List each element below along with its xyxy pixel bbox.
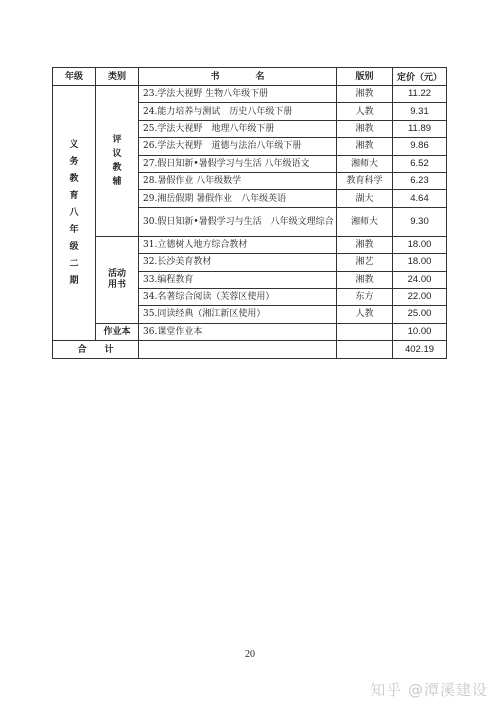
table-body (53, 86, 447, 359)
book-publisher: 湘艺 (337, 254, 393, 271)
book-title: 24.能力培养与测试 历史八年级下册 (143, 106, 293, 117)
book-publisher: 湘教 (337, 236, 393, 253)
total-price: 402.19 (393, 341, 447, 359)
watermark: 知乎 @潭溪建设 (370, 681, 488, 699)
book-publisher: 湘教 (337, 138, 393, 155)
table-row (53, 236, 447, 253)
book-title: 23.学法大视野 生物八年级下册 (143, 89, 269, 100)
grade-label: 义务教育八年级二期 (69, 139, 79, 286)
book-title-cell (139, 254, 337, 271)
category-label: 活动用书 (107, 268, 126, 290)
book-title-cell (139, 323, 337, 340)
total-empty-cell (337, 341, 393, 359)
book-title: 29.湘岳假期 暑假作业 八年级英语 (143, 193, 287, 204)
book-publisher: 教育科学 (337, 172, 393, 189)
book-title: 28.暑假作业 八年级数学 (143, 176, 242, 187)
header-publisher: 版别 (337, 68, 393, 86)
category-cell (96, 236, 139, 323)
book-publisher: 湘师大 (337, 207, 393, 236)
book-title-cell (139, 172, 337, 189)
category-label: 评议教辅 (112, 134, 122, 187)
book-title: 33.编程教育 (143, 274, 194, 285)
category-cell (96, 323, 139, 340)
book-title-cell (139, 120, 337, 137)
book-title: 36.课堂作业本 (143, 326, 203, 337)
book-list-table (52, 67, 447, 359)
table-header-row (53, 68, 447, 86)
book-price: 9.86 (393, 138, 447, 155)
book-publisher: 湘教 (337, 271, 393, 288)
book-publisher: 人教 (337, 103, 393, 120)
book-price: 11.89 (393, 120, 447, 137)
total-label: 合 计 (53, 341, 139, 359)
book-title-cell (139, 86, 337, 103)
header-category: 类别 (96, 68, 139, 86)
book-title-cell (139, 288, 337, 305)
book-price: 9.30 (393, 207, 447, 236)
category-label: 作业本 (103, 326, 131, 337)
book-price: 25.00 (393, 306, 447, 323)
book-price: 6.52 (393, 155, 447, 172)
table-row (53, 323, 447, 340)
header-price: 定价（元） (393, 68, 447, 86)
book-price: 11.22 (393, 86, 447, 103)
book-publisher (337, 323, 393, 340)
table-row (53, 86, 447, 103)
book-title-cell (139, 306, 337, 323)
grade-cell (53, 86, 96, 341)
book-title: 31.立德树人地方综合教材 (143, 239, 248, 250)
book-title: 35.同读经典（湘江新区使用） (143, 309, 266, 320)
book-title: 27.假日知新•暑假学习与生活 八年级语文 (143, 158, 310, 169)
book-title-cell (139, 271, 337, 288)
book-publisher: 湘师大 (337, 155, 393, 172)
page-number: 20 (245, 649, 255, 660)
book-title: 26.学法大视野 道德与法治八年级下册 (143, 141, 302, 152)
book-publisher: 湖大 (337, 190, 393, 207)
book-publisher: 湘教 (337, 86, 393, 103)
book-title-cell (139, 155, 337, 172)
book-price: 24.00 (393, 271, 447, 288)
book-title: 25.学法大视野 地理八年级下册 (143, 123, 275, 134)
book-title: 30.假日知新•暑假学习与生活 八年级文理综合 (143, 216, 334, 227)
category-cell (96, 86, 139, 237)
book-title-cell (139, 103, 337, 120)
book-publisher: 湘教 (337, 120, 393, 137)
book-title-cell (139, 207, 337, 236)
total-row (53, 341, 447, 359)
book-title-cell (139, 190, 337, 207)
book-price: 10.00 (393, 323, 447, 340)
header-grade: 年级 (53, 68, 96, 86)
book-price: 9.31 (393, 103, 447, 120)
header-title: 书 名 (139, 68, 337, 86)
book-title: 32.长沙美育教材 (143, 257, 212, 268)
book-price: 18.00 (393, 236, 447, 253)
book-title-cell (139, 236, 337, 253)
book-title: 34.名著综合阅读（芙蓉区使用） (143, 292, 275, 303)
book-price: 6.23 (393, 172, 447, 189)
book-publisher: 东方 (337, 288, 393, 305)
book-price: 18.00 (393, 254, 447, 271)
book-price: 22.00 (393, 288, 447, 305)
book-title-cell (139, 138, 337, 155)
total-empty-cell (139, 341, 337, 359)
book-price: 4.64 (393, 190, 447, 207)
book-publisher: 人教 (337, 306, 393, 323)
